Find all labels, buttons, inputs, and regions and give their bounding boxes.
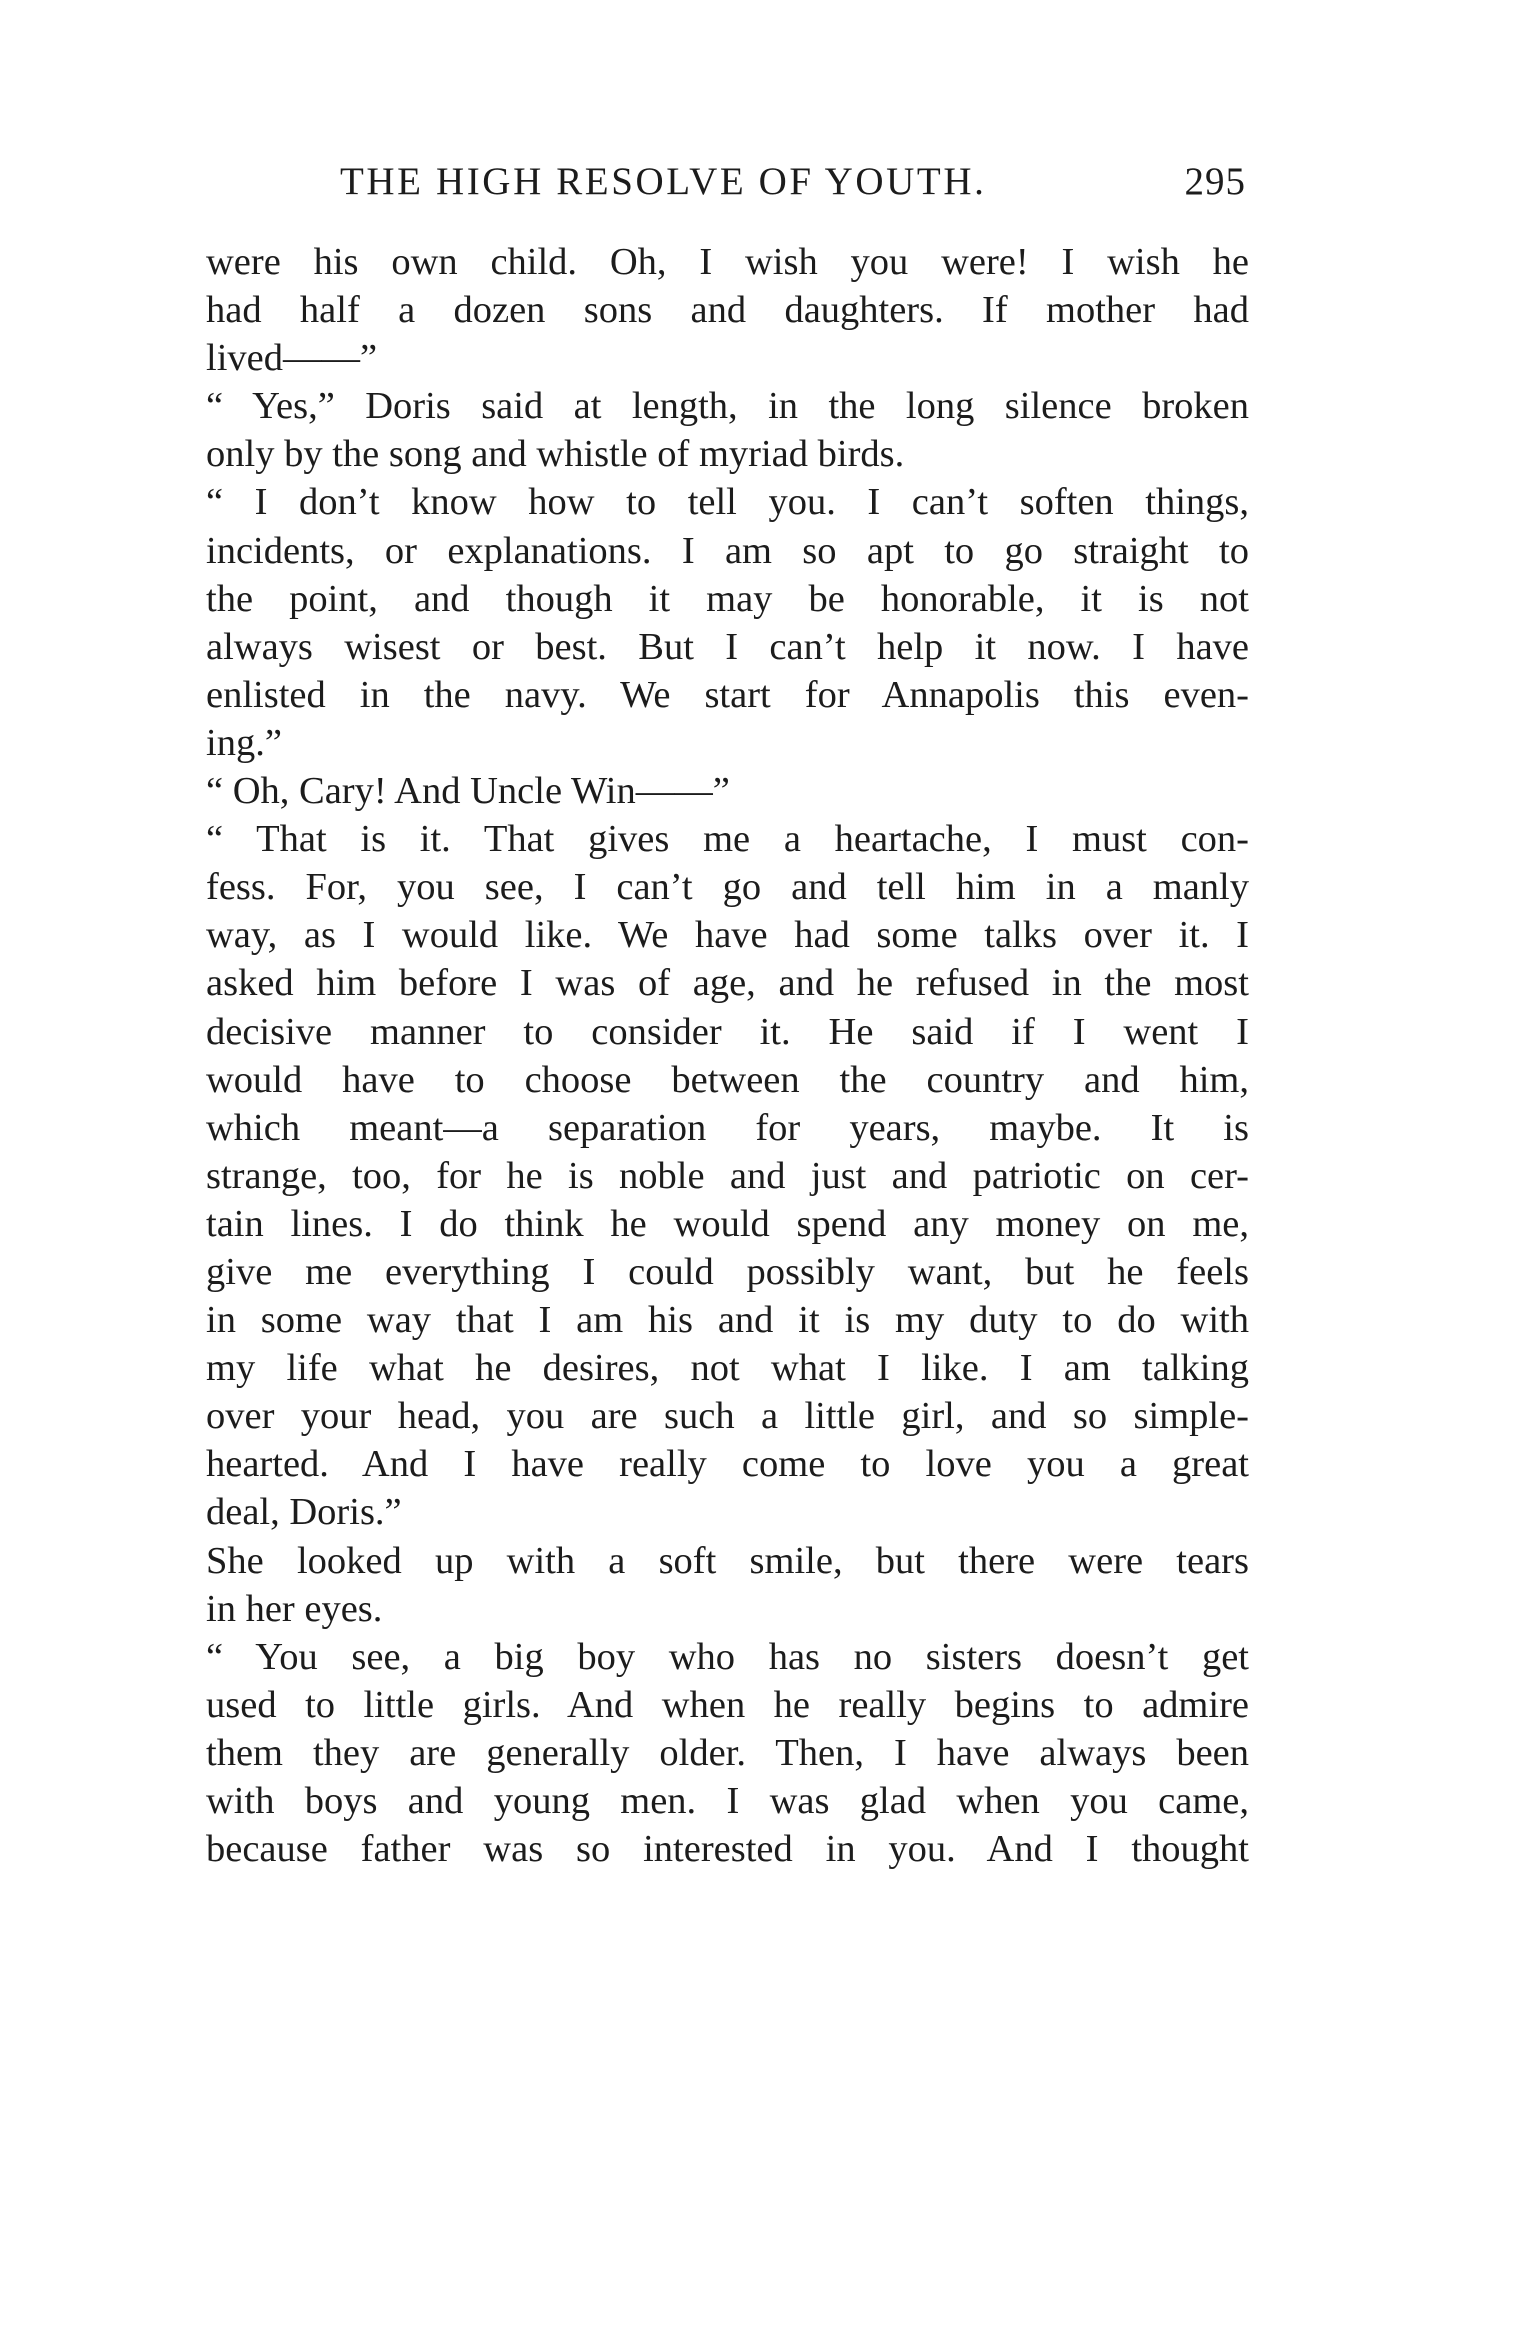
- page-number: 295: [1184, 160, 1246, 203]
- body-text: [206, 238, 1249, 1873]
- text-line: deal, Doris.”: [206, 1491, 402, 1534]
- text-line: my life what he desires, not what I like. I am talking: [206, 1347, 1249, 1390]
- text-line: “ I don’t know how to tell you. I can’t soften things,: [206, 481, 1249, 524]
- text-line: decisive manner to consider it. He said if I went I: [206, 1010, 1249, 1053]
- text-line: always wisest or best. But I can’t help it now. I have: [206, 625, 1249, 668]
- text-line: “ You see, a big boy who has no sisters doesn’t get: [206, 1635, 1249, 1678]
- text-line: in her eyes.: [206, 1587, 383, 1630]
- text-line: incidents, or explanations. I am so apt to go straight to: [206, 529, 1249, 572]
- running-head: [206, 152, 1246, 212]
- text-line: She looked up with a soft smile, but there were tears: [206, 1539, 1249, 1582]
- text-line: “ That is it. That gives me a heartache, I must con-: [206, 818, 1249, 861]
- text-line: them they are generally older. Then, I have always been: [206, 1731, 1249, 1774]
- text-line: “ Oh, Cary! And Uncle Win——”: [206, 770, 730, 813]
- text-line: strange, too, for he is noble and just and patriotic on cer-: [206, 1154, 1249, 1197]
- text-line: lived——”: [206, 337, 378, 380]
- text-line: “ Yes,” Doris said at length, in the long silence broken: [206, 385, 1249, 428]
- text-line: would have to choose between the country and him,: [206, 1058, 1249, 1101]
- text-line: were his own child. Oh, I wish you were! I wish he: [206, 241, 1249, 283]
- text-line: with boys and young men. I was glad when you came,: [206, 1780, 1249, 1822]
- text-line: because father was so interested in you. And I thought: [206, 1828, 1249, 1871]
- text-line: the point, and though it may be honorable, it is not: [206, 577, 1249, 620]
- text-line: tain lines. I do think he would spend any money on me,: [206, 1202, 1249, 1245]
- text-line: only by the song and whistle of myriad birds.: [206, 433, 905, 476]
- text-line: ing.”: [206, 721, 282, 764]
- text-line: which meant—a separation for years, maybe. It is: [206, 1106, 1249, 1149]
- text-line: fess. For, you see, I can’t go and tell him in a manly: [206, 866, 1249, 909]
- text-line: used to little girls. And when he really begins to admire: [206, 1683, 1249, 1726]
- text-line: over your head, you are such a little girl, and so simple-: [206, 1395, 1249, 1438]
- text-line: had half a dozen sons and daughters. If mother had: [206, 289, 1249, 332]
- text-line: enlisted in the navy. We start for Annapolis this even-: [206, 673, 1249, 716]
- text-line: asked him before I was of age, and he refused in the most: [206, 962, 1249, 1005]
- text-line: give me everything I could possibly want, but he feels: [206, 1250, 1249, 1293]
- text-line: hearted. And I have really come to love you a great: [206, 1443, 1249, 1486]
- running-title: THE HIGH RESOLVE OF YOUTH.: [340, 160, 987, 203]
- text-line: way, as I would like. We have had some talks over it. I: [206, 914, 1249, 957]
- text-line: in some way that I am his and it is my duty to do with: [206, 1299, 1249, 1342]
